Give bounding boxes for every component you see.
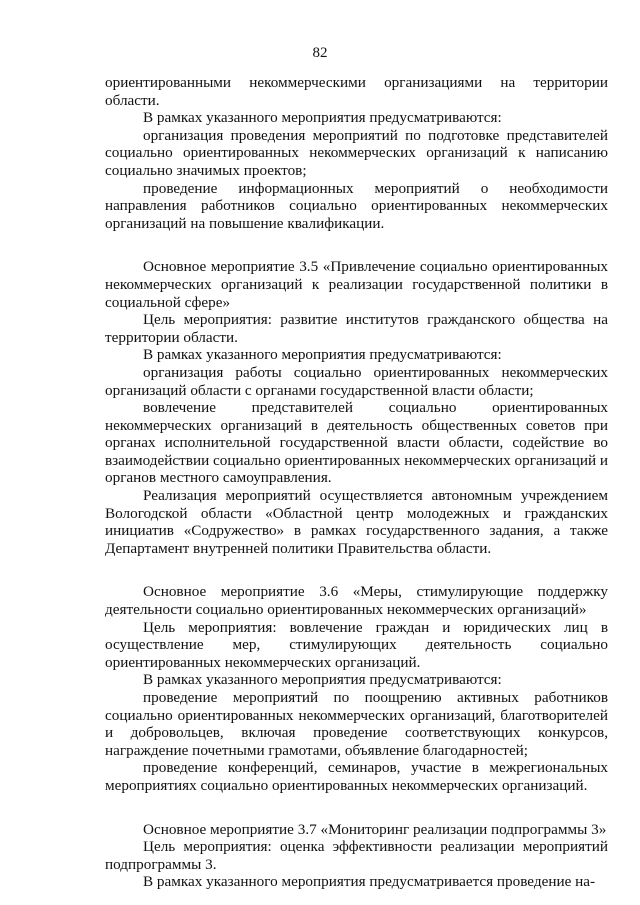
paragraph: В рамках указанного мероприятия предусматриваются:	[143, 109, 502, 127]
document-body	[105, 74, 608, 891]
paragraph: организация работы социально ориентированных некоммерческих организаций области с органами государственной власти области;	[105, 363, 608, 399]
paragraph: В рамках указанного мероприятия предусматривается проведение на-	[143, 873, 596, 891]
paragraph: вовлечение представителей социально ориентированных некоммерческих организаций в деятельность общественных советов при органах исполнительной государственной власти области, содействие во взаимодействии социально ориентированных некоммерческих организаций и органов местного самоуправления.	[105, 399, 609, 487]
paragraph: Реализация мероприятий осуществляется автономным учреждением Вологодской области «Областной центр молодежных и гражданских инициатив «Содружество» в рамках государственного задания, а также Департамент внутренней политики Правительства области.	[105, 487, 608, 557]
paragraph: В рамках указанного мероприятия предусматриваются:	[143, 671, 502, 689]
paragraph: проведение конференций, семинаров, участие в межрегиональных мероприятиях социально ориентированных некоммерческих организаций.	[105, 759, 608, 794]
section-heading-3-6: Основное мероприятие 3.6 «Меры, стимулирующие поддержку деятельности социально ориентированных некоммерческих организаций»	[105, 583, 608, 619]
page-number: 82	[312, 45, 328, 61]
paragraph: организация проведения мероприятий по подготовке представителей социально ориентированных некоммерческих организаций к написанию социально значимых проектов;	[105, 126, 608, 179]
paragraph: Цель мероприятия: развитие институтов гражданского общества на территории области.	[105, 311, 608, 346]
paragraph: В рамках указанного мероприятия предусматриваются:	[143, 346, 502, 364]
paragraph: Цель мероприятия: оценка эффективности реализации мероприятий подпрограммы 3.	[105, 838, 608, 873]
paragraph: Цель мероприятия: вовлечение граждан и юридических лиц в осуществление мер, стимулирующих деятельность социально ориентированных некоммерческих организаций.	[105, 618, 608, 671]
paragraph: проведение информационных мероприятий о необходимости направления работников социально ориентированных некоммерческих организаций на повышение квалификации.	[105, 179, 608, 232]
section-heading-3-5: Основное мероприятие 3.5 «Привлечение социально ориентированных некоммерческих организаций к реализации государственной политики в социальной сфере»	[105, 258, 608, 311]
paragraph: ориентированными некоммерческими организациями на территории области.	[105, 74, 608, 109]
paragraph: проведение мероприятий по поощрению активных работников социально ориентированных некоммерческих организаций, благотворителей и добровольцев, включая проведение соответствующих конкурсов, награждение почетными грамотами, объявление благодарностей;	[105, 689, 608, 759]
section-heading-3-7: Основное мероприятие 3.7 «Мониторинг реализации подпрограммы 3»	[143, 820, 607, 838]
